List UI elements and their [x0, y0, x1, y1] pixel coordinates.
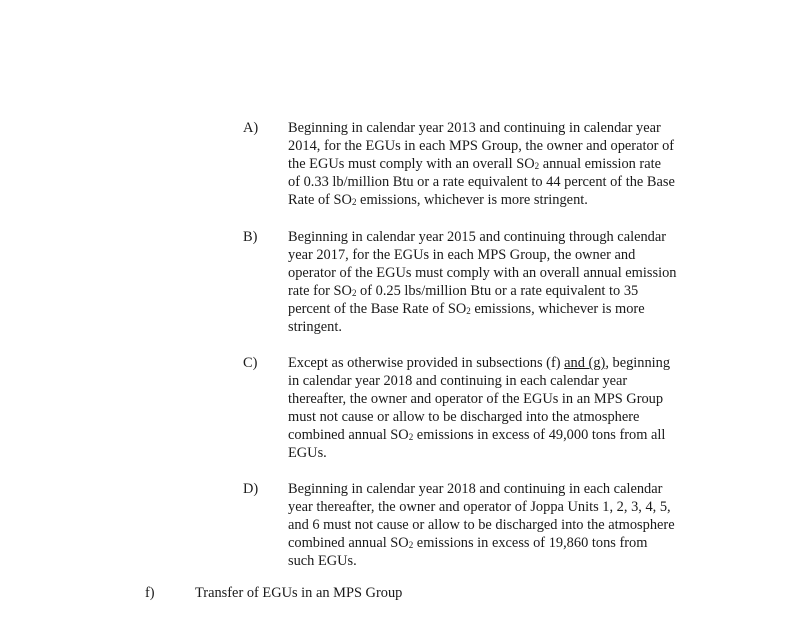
text-line: such EGUs. [288, 553, 357, 569]
item-text [288, 228, 712, 336]
text-line: combined annual $SO_2$ emissions in excess of 19,860 tons from [288, 535, 648, 551]
item-text [288, 480, 712, 570]
text-line: percent of the Base Rate of $SO_2$ emissions, whichever is more [288, 301, 645, 317]
section-marker: f) [145, 585, 155, 601]
text-line: year 2017, for the EGUs in each MPS Group, the owner and [288, 247, 636, 263]
underlined-amendment: and (g) [564, 355, 606, 371]
text-line: thereafter, the owner and operator of the EGUs in an MPS Group [288, 391, 664, 407]
text-line: must not cause or allow to be discharged into the atmosphere [288, 409, 640, 425]
item-marker: C) [243, 355, 258, 371]
item-marker: D) [243, 481, 259, 497]
text-line: combined annual $SO_2$ emissions in excess of 49,000 tons from all [288, 427, 666, 443]
text-line: and 6 must not cause or allow to be discharged into the atmosphere [288, 517, 675, 533]
text-line: the EGUs must comply with an overall $SO_2$ annual emission rate [288, 156, 661, 172]
item-text [288, 119, 712, 209]
text-line: Except as otherwise provided in subsections (f) and (g), beginning [288, 355, 671, 371]
text-line: of 0.33 lb/million Btu or a rate equivalent to 44 percent of the Base [288, 174, 675, 190]
item-marker: B) [243, 229, 258, 245]
text-line: rate for $SO_2$ of 0.25 lbs/million Btu or a rate equivalent to 35 [288, 283, 639, 299]
text-line: stringent. [288, 319, 342, 335]
text-line: Beginning in calendar year 2013 and continuing in calendar year [288, 120, 661, 136]
text-line: year thereafter, the owner and operator of Joppa Units 1, 2, 3, 4, 5, [288, 499, 671, 515]
text-line: Beginning in calendar year 2015 and continuing through calendar [288, 229, 667, 245]
section-title: Transfer of EGUs in an MPS Group [195, 585, 403, 601]
text-line: in calendar year 2018 and continuing in each calendar year [288, 373, 628, 389]
text-line: operator of the EGUs must comply with an overall annual emission [288, 265, 677, 281]
text-line: EGUs. [288, 445, 327, 461]
text-line: Beginning in calendar year 2018 and continuing in each calendar [288, 481, 663, 497]
text-line: 2014, for the EGUs in each MPS Group, the owner and operator of [288, 138, 675, 154]
text-line: Rate of $SO_2$ emissions, whichever is more stringent. [288, 192, 588, 208]
item-text [288, 354, 712, 462]
item-marker: A) [243, 120, 259, 136]
